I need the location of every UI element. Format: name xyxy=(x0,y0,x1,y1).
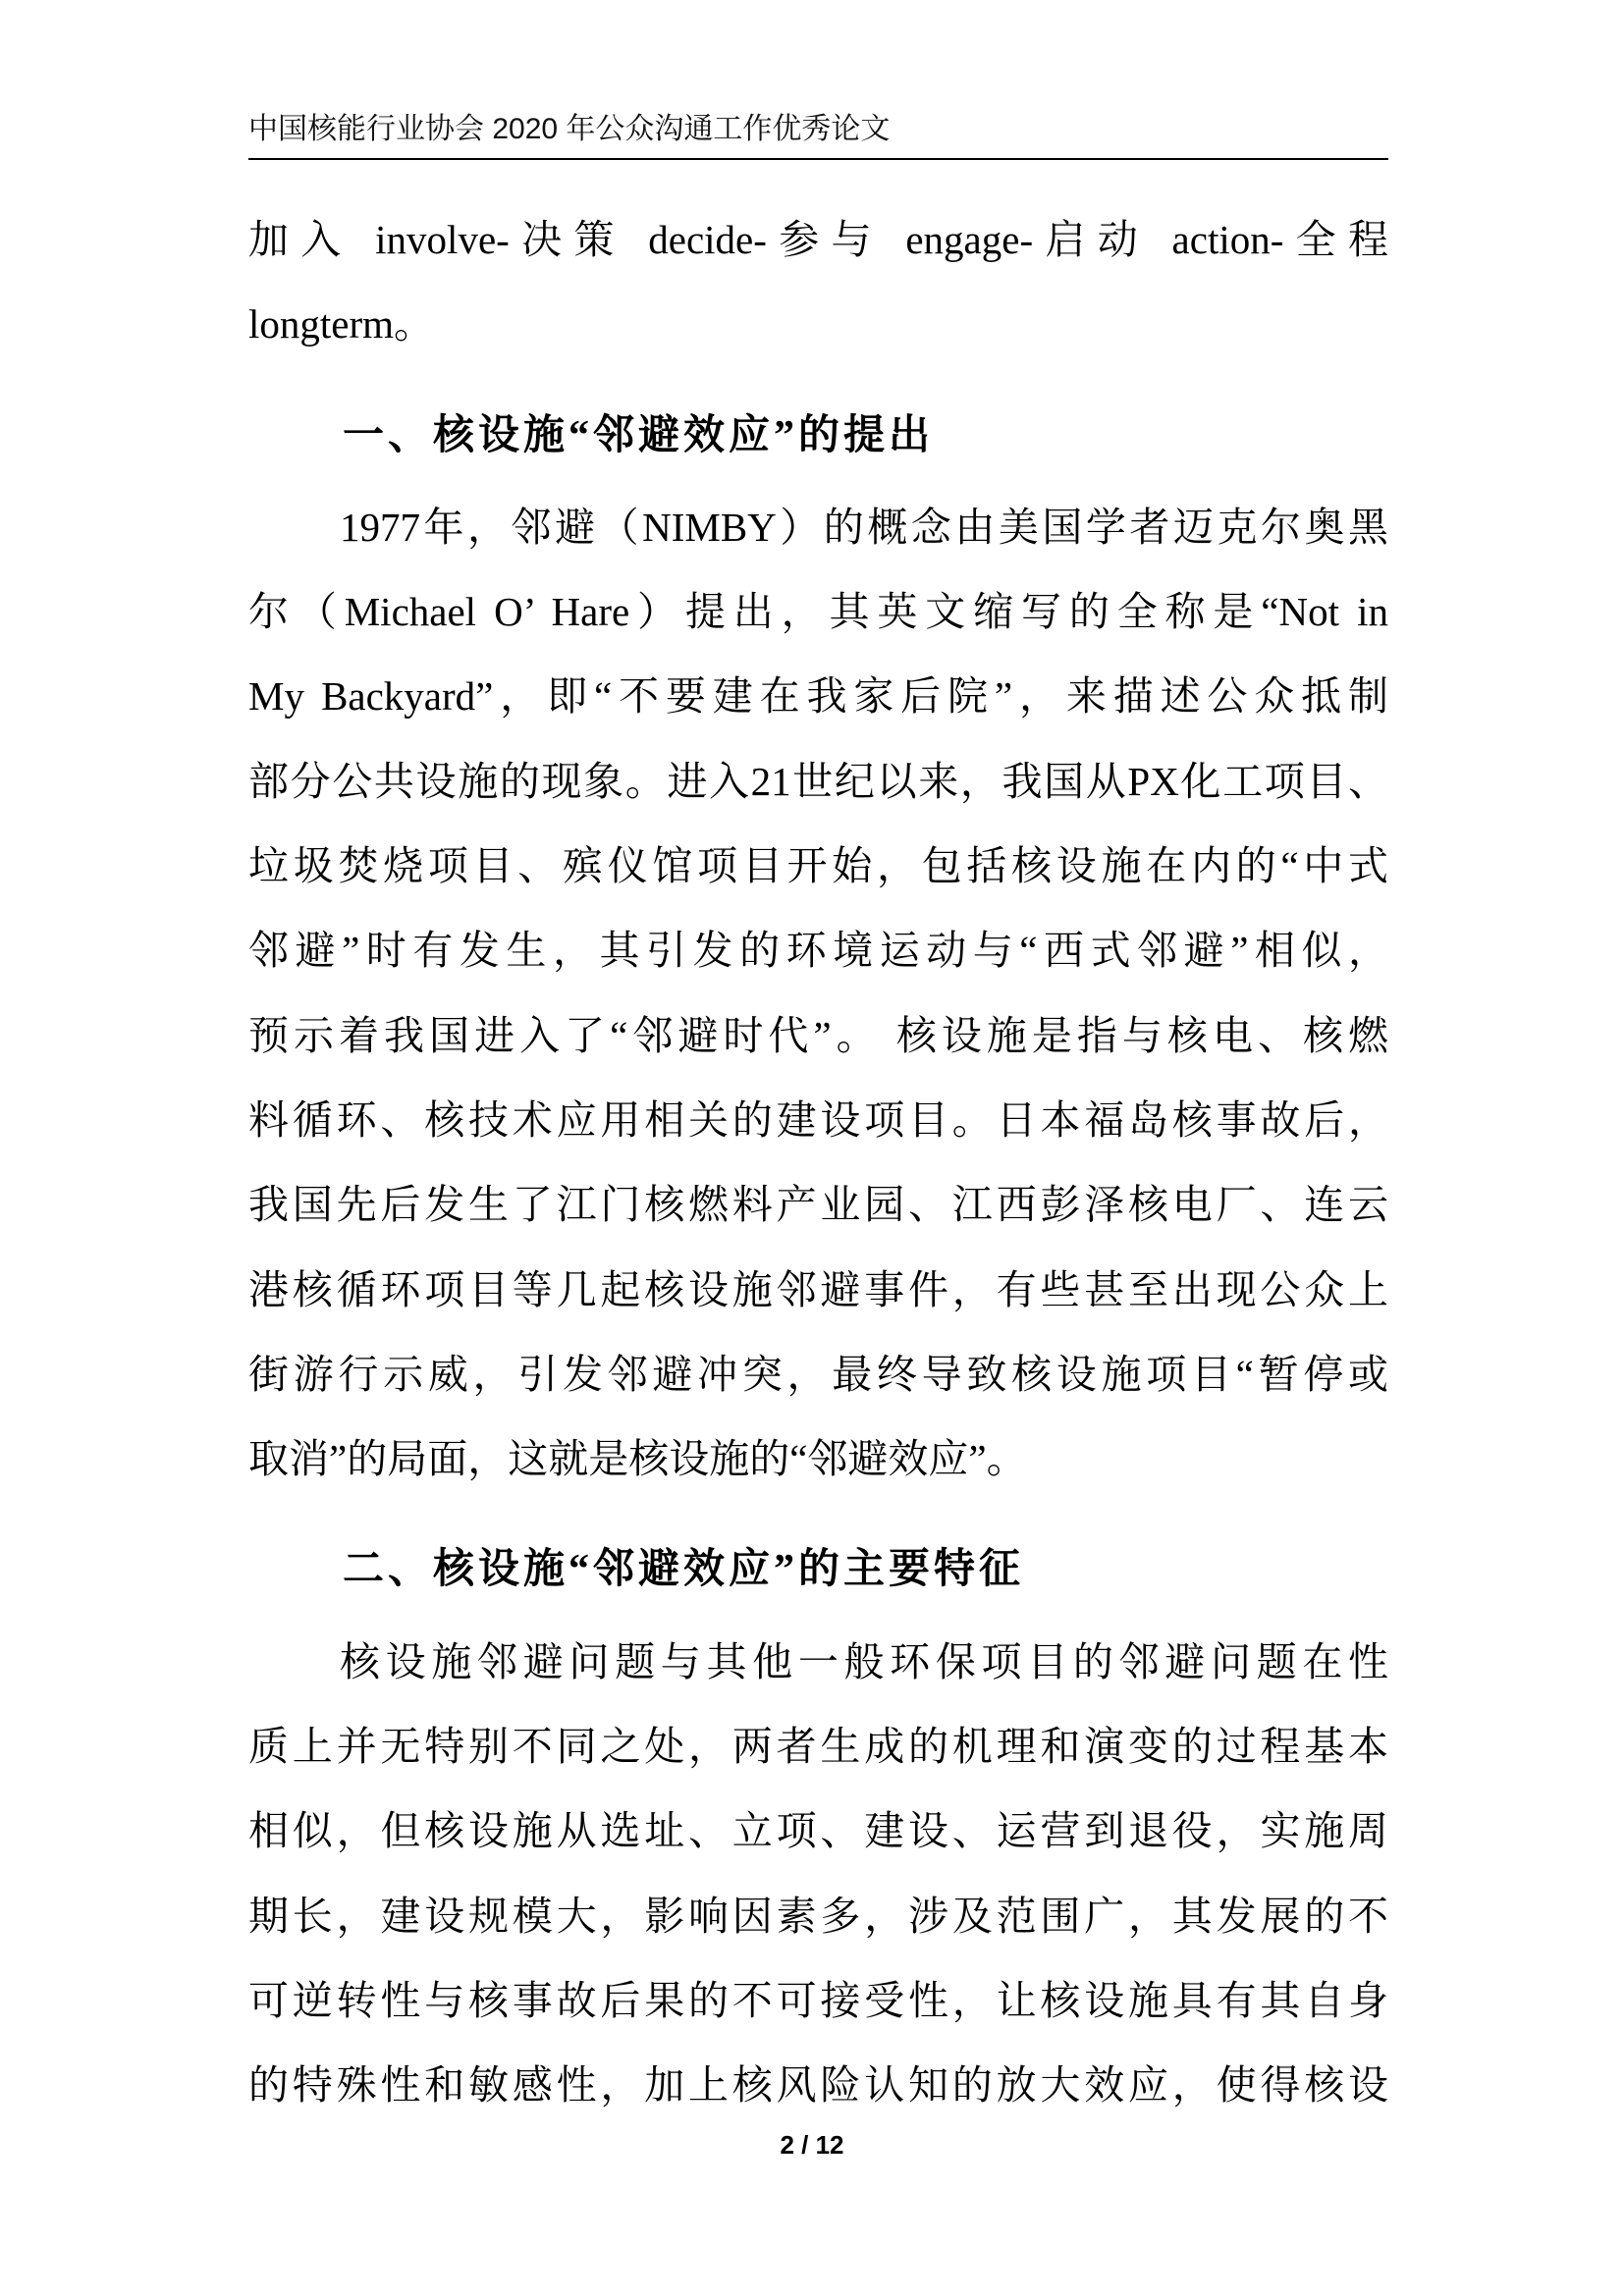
paragraph-continued xyxy=(248,197,1388,367)
body-line: 加入 involve-决策 decide-参与 engage-启动 action-全程 xyxy=(248,217,1388,262)
body-line: 质上并无特别不同之处，两者生成的机理和演变的过程基本 xyxy=(248,1724,1388,1770)
body-line: 相似，但核设施从选址、立项、建设、运营到退役，实施周 xyxy=(248,1808,1388,1854)
body-line: 尔（Michael O’ Hare）提出，其英文缩写的全称是“Not in xyxy=(248,589,1388,635)
body-line: 期长，建设规模大，影响因素多，涉及范围广，其发展的不 xyxy=(248,1893,1388,1939)
body-line: 街游行示威，引发邻避冲突，最终导致核设施项目“暂停或 xyxy=(248,1351,1388,1397)
body-line: 港核循环项目等几起核设施邻避事件，有些甚至出现公众上 xyxy=(248,1266,1388,1312)
body-line: 预示着我国进入了“邻避时代”。 核设施是指与核电、核燃 xyxy=(248,1012,1388,1058)
paragraph-2 xyxy=(248,1620,1388,2128)
body-line: 取消”的局面，这就是核设施的“邻避效应”。 xyxy=(248,1436,1027,1482)
section-heading-2: 二、核设施“邻避效应”的主要特征 xyxy=(343,1547,1025,1593)
body-line: 部分公共设施的现象。进入21世纪以来，我国从PX化工项目、 xyxy=(248,758,1388,804)
body-line: 可逆转性与核事故后果的不可接受性，让核设施具有其自身 xyxy=(248,1977,1388,2023)
page-body xyxy=(248,197,1388,2128)
body-line: 1977年，邻避（NIMBY）的概念由美国学者迈克尔奥黑 xyxy=(340,504,1388,550)
body-line: 垃圾焚烧项目、殡仪馆项目开始，包括核设施在内的“中式 xyxy=(248,843,1388,889)
body-line: 的特殊性和敏感性，加上核风险认知的放大效应，使得核设 xyxy=(248,2062,1388,2109)
running-header: 中国核能行业协会 2020 年公众沟通工作优秀论文 xyxy=(248,113,891,145)
body-line: My Backyard”，即“不要建在我家后院”，来描述公众抵制 xyxy=(248,673,1388,720)
body-line: 邻避”时有发生，其引发的环境运动与“西式邻避”相似， xyxy=(248,928,1388,974)
body-line: 料循环、核技术应用相关的建设项目。日本福岛核事故后， xyxy=(248,1096,1388,1143)
body-line: 我国先后发生了江门核燃料产业园、江西彭泽核电厂、连云 xyxy=(248,1182,1388,1228)
section-heading-1: 一、核设施“邻避效应”的提出 xyxy=(343,412,935,458)
page-number: 2 / 12 xyxy=(780,2130,844,2160)
body-line: 核设施邻避问题与其他一般环保项目的邻避问题在性 xyxy=(340,1638,1388,1684)
header-divider xyxy=(248,158,1388,160)
paragraph-1 xyxy=(248,485,1388,1502)
body-line: longterm。 xyxy=(248,301,435,347)
